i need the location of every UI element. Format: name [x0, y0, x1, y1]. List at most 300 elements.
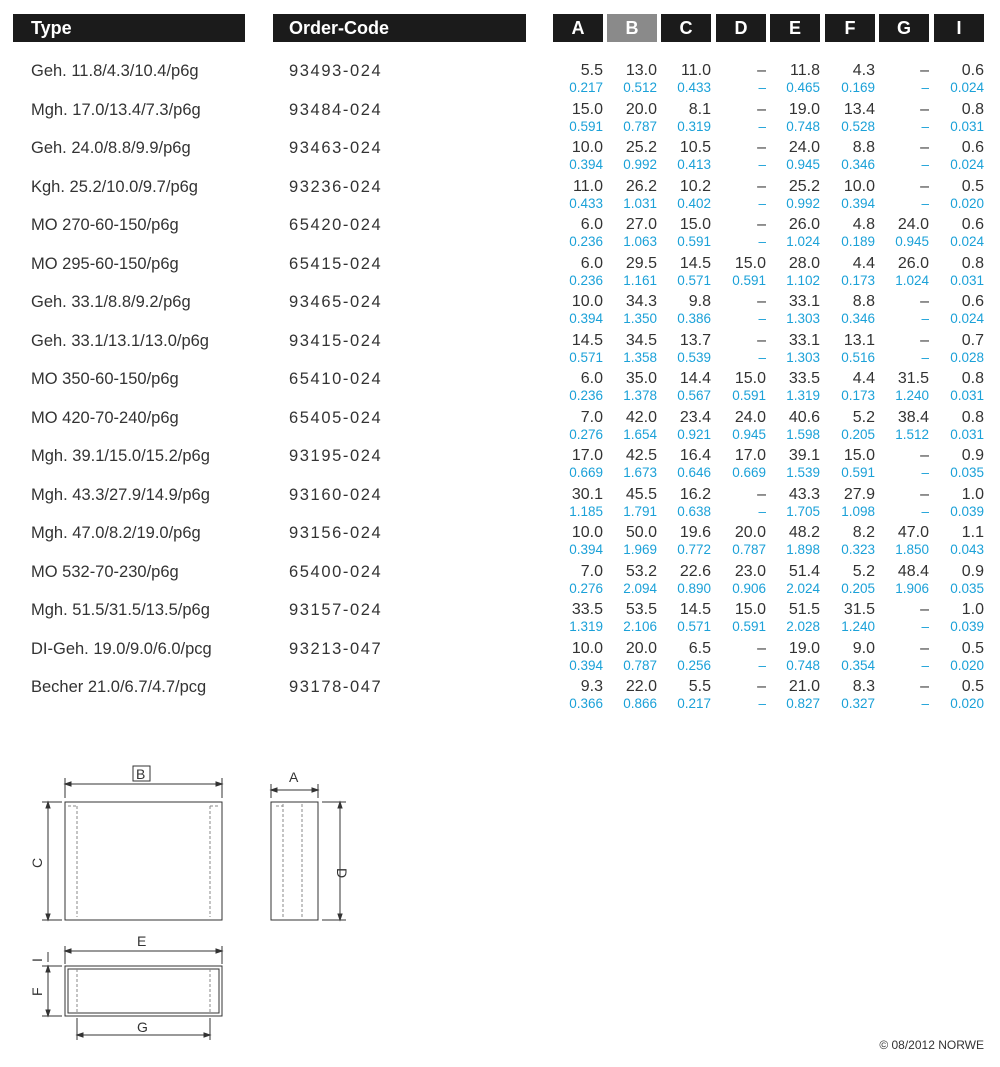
value-mm: 35.0	[625, 370, 657, 387]
dim-cell-b	[607, 563, 657, 597]
dim-cell-a	[553, 678, 603, 712]
dim-cell-i	[934, 178, 984, 212]
dim-cell-b	[607, 216, 657, 250]
value-mm: –	[757, 216, 766, 233]
dim-cell-a	[553, 370, 603, 404]
dim-cell-e	[770, 563, 820, 597]
value-mm: 14.5	[679, 254, 711, 272]
header-col-i: I	[934, 14, 984, 42]
value-mm: 1.0	[961, 601, 984, 618]
value-inch: 0.394	[569, 657, 603, 673]
dim-cell-c	[661, 216, 711, 250]
dim-cell-b	[607, 640, 657, 674]
dim-cell-i	[934, 640, 984, 674]
dim-cell-i	[934, 486, 984, 520]
value-mm: –	[757, 139, 766, 156]
dim-cell-g	[879, 409, 929, 443]
dim-cell-g	[879, 101, 929, 135]
dim-cell-a	[553, 139, 603, 173]
type-cell: Mgh. 51.5/31.5/13.5/p6g	[31, 601, 210, 619]
value-mm: 27.0	[625, 216, 657, 233]
value-mm: 31.5	[843, 601, 875, 618]
value-inch: 0.276	[569, 426, 603, 442]
table-row	[0, 330, 1000, 368]
table-row	[0, 522, 1000, 560]
dim-cell-f	[825, 139, 875, 173]
value-mm: 29.5	[625, 254, 657, 272]
value-mm: 15.0	[734, 370, 766, 387]
order-code-cell: 65400-024	[289, 562, 383, 581]
value-inch: 0.173	[841, 272, 875, 288]
header-col-g: G	[879, 14, 929, 42]
order-code-cell: 93213-047	[289, 639, 383, 658]
value-mm: 8.2	[852, 524, 875, 541]
value-inch: 0.323	[841, 542, 875, 557]
dim-cell-f	[825, 370, 875, 404]
dim-cell-g	[879, 678, 929, 712]
value-mm: 23.0	[734, 562, 766, 580]
value-inch: 0.921	[677, 426, 711, 442]
value-inch: 0.346	[841, 311, 875, 326]
table-row	[0, 253, 1000, 291]
value-inch: 1.319	[786, 388, 820, 403]
dim-cell-b	[607, 178, 657, 212]
dim-cell-f	[825, 447, 875, 481]
value-mm: 27.9	[843, 485, 875, 503]
dim-cell-e	[770, 293, 820, 327]
dim-cell-f	[825, 678, 875, 712]
value-inch: 0.772	[677, 542, 711, 557]
value-inch: 0.591	[732, 388, 766, 403]
type-cell: Becher 21.0/6.7/4.7/pcg	[31, 678, 207, 696]
dim-cell-c	[661, 447, 711, 481]
dim-cell-a	[553, 601, 603, 635]
side-view	[271, 784, 346, 920]
value-inch: –	[758, 195, 766, 211]
dim-cell-f	[825, 486, 875, 520]
value-inch: 0.217	[569, 80, 603, 95]
value-mm: 11.0	[681, 62, 711, 79]
dim-cell-d	[716, 563, 766, 597]
value-mm: –	[757, 331, 766, 349]
value-inch: 0.169	[841, 80, 875, 95]
value-mm: –	[757, 293, 766, 310]
dim-cell-f	[825, 101, 875, 135]
value-mm: 6.0	[580, 254, 603, 272]
value-inch: 0.039	[950, 503, 984, 519]
value-mm: 24.0	[897, 216, 929, 233]
value-inch: 0.787	[623, 118, 657, 134]
value-mm: 10.0	[571, 139, 603, 156]
value-mm: –	[920, 485, 929, 503]
dim-cell-a	[553, 640, 603, 674]
value-inch: 0.236	[569, 272, 603, 288]
value-inch: 1.031	[623, 195, 657, 211]
value-mm: 10.5	[679, 139, 711, 156]
dim-cell-g	[879, 293, 929, 327]
type-cell: Geh. 33.1/8.8/9.2/p6g	[31, 293, 191, 311]
type-cell: Mgh. 43.3/27.9/14.9/p6g	[31, 485, 210, 504]
dim-cell-e	[770, 62, 820, 96]
dim-cell-g	[879, 178, 929, 212]
dim-cell-b	[607, 601, 657, 635]
dim-cell-f	[825, 255, 875, 289]
value-inch: 0.024	[950, 234, 984, 249]
value-inch: –	[921, 696, 929, 711]
value-inch: –	[921, 118, 929, 134]
dim-cell-d	[716, 139, 766, 173]
value-mm: 13.0	[625, 62, 657, 79]
table-row	[0, 561, 1000, 599]
value-inch: 0.394	[569, 542, 603, 557]
order-code-cell: 93195-024	[289, 447, 383, 465]
dim-cell-c	[661, 101, 711, 135]
label-g: G	[137, 1019, 148, 1035]
value-inch: 0.031	[950, 426, 984, 442]
value-inch: 0.173	[841, 388, 875, 403]
dim-cell-c	[661, 486, 711, 520]
dim-cell-e	[770, 640, 820, 674]
label-c: C	[29, 857, 45, 868]
value-mm: 33.1	[788, 331, 820, 349]
value-inch: 0.394	[569, 157, 603, 172]
order-code-cell: 93415-024	[289, 331, 383, 350]
dim-cell-f	[825, 293, 875, 327]
dim-cell-g	[879, 524, 929, 558]
value-mm: –	[920, 447, 929, 464]
value-inch: 0.433	[569, 195, 603, 211]
value-mm: 0.8	[961, 254, 984, 272]
dim-cell-f	[825, 563, 875, 597]
value-inch: –	[758, 503, 766, 519]
order-code-cell: 65420-024	[289, 216, 383, 234]
type-cell: Geh. 24.0/8.8/9.9/p6g	[31, 139, 191, 157]
value-mm: 50.0	[625, 524, 657, 541]
value-inch: 0.020	[950, 696, 984, 711]
type-cell: Kgh. 25.2/10.0/9.7/p6g	[31, 177, 198, 196]
dim-cell-e	[770, 678, 820, 712]
dim-cell-e	[770, 178, 820, 212]
value-mm: 31.5	[897, 370, 929, 387]
dim-cell-e	[770, 139, 820, 173]
value-inch: 0.236	[569, 234, 603, 249]
order-code-cell: 93236-024	[289, 177, 383, 196]
value-mm: 30.1	[571, 485, 603, 503]
value-inch: –	[758, 234, 766, 249]
dim-cell-i	[934, 370, 984, 404]
dim-cell-i	[934, 255, 984, 289]
value-inch: –	[758, 118, 766, 134]
value-mm: 10.0	[843, 177, 875, 195]
dim-cell-a	[553, 563, 603, 597]
dim-cell-c	[661, 62, 711, 96]
table-row	[0, 368, 1000, 406]
value-inch: 0.035	[950, 580, 984, 596]
value-inch: 0.591	[569, 118, 603, 134]
value-mm: 0.6	[961, 293, 984, 310]
type-cell: Mgh. 17.0/13.4/7.3/p6g	[31, 100, 201, 119]
value-inch: 0.020	[950, 657, 984, 673]
value-inch: 1.378	[623, 388, 657, 403]
value-inch: 1.791	[623, 503, 657, 519]
table-row	[0, 137, 1000, 175]
value-mm: 8.3	[852, 678, 875, 695]
table-row	[0, 176, 1000, 214]
value-mm: 10.2	[679, 177, 711, 195]
dim-cell-a	[553, 409, 603, 443]
table-row	[0, 676, 1000, 714]
dim-cell-a	[553, 62, 603, 96]
value-inch: 0.787	[623, 657, 657, 673]
value-mm: 20.0	[734, 524, 766, 541]
value-inch: 0.413	[677, 157, 711, 172]
value-inch: 1.539	[786, 465, 820, 480]
order-code-cell: 93463-024	[289, 139, 383, 157]
value-inch: 0.386	[677, 311, 711, 326]
value-mm: 25.2	[788, 177, 820, 195]
table-row	[0, 60, 1000, 98]
label-f: F	[29, 987, 45, 996]
value-mm: 15.0	[679, 216, 711, 233]
value-inch: 0.646	[677, 465, 711, 480]
value-inch: 1.024	[895, 272, 929, 288]
value-inch: 0.346	[841, 157, 875, 172]
dim-cell-b	[607, 139, 657, 173]
value-mm: 4.3	[852, 62, 875, 79]
copyright-notice: © 08/2012 NORWE	[879, 1038, 984, 1052]
value-mm: 42.5	[625, 447, 657, 464]
dim-cell-e	[770, 370, 820, 404]
value-inch: 0.031	[950, 272, 984, 288]
value-inch: 1.358	[623, 349, 657, 365]
table-row	[0, 638, 1000, 676]
value-mm: 15.0	[571, 100, 603, 118]
value-inch: 1.654	[623, 426, 657, 442]
value-inch: 0.020	[950, 195, 984, 211]
dim-cell-c	[661, 370, 711, 404]
type-cell: DI-Geh. 19.0/9.0/6.0/pcg	[31, 639, 212, 658]
value-inch: 2.024	[786, 580, 820, 596]
value-inch: 0.992	[786, 195, 820, 211]
dim-cell-g	[879, 139, 929, 173]
value-inch: –	[921, 195, 929, 211]
header-col-a: A	[553, 14, 603, 42]
dim-cell-i	[934, 524, 984, 558]
dim-cell-g	[879, 563, 929, 597]
value-mm: 33.1	[788, 293, 820, 310]
value-mm: 9.8	[688, 293, 711, 310]
value-mm: 48.2	[788, 524, 820, 541]
value-inch: 0.669	[732, 465, 766, 480]
value-mm: 25.2	[625, 139, 657, 156]
value-mm: 0.8	[961, 408, 984, 426]
label-i: I	[29, 958, 45, 962]
header-col-b: B	[607, 14, 657, 42]
dim-cell-d	[716, 101, 766, 135]
value-mm: 24.0	[734, 408, 766, 426]
value-inch: 1.098	[841, 503, 875, 519]
value-mm: 5.5	[688, 678, 711, 695]
value-mm: 22.0	[625, 678, 657, 695]
value-inch: 1.512	[895, 426, 929, 442]
table-row	[0, 445, 1000, 483]
value-mm: 51.5	[788, 601, 820, 618]
type-cell: MO 295-60-150/p6g	[31, 254, 179, 273]
value-mm: 1.1	[961, 524, 984, 541]
value-inch: 0.189	[841, 234, 875, 249]
value-mm: 15.0	[843, 447, 875, 464]
value-mm: 13.4	[843, 100, 875, 118]
value-inch: 1.969	[623, 542, 657, 557]
value-inch: 0.945	[786, 157, 820, 172]
value-inch: 0.024	[950, 311, 984, 326]
dim-cell-g	[879, 255, 929, 289]
dim-cell-g	[879, 62, 929, 96]
dim-cell-g	[879, 640, 929, 674]
type-cell: MO 270-60-150/p6g	[31, 216, 179, 234]
value-mm: 34.3	[625, 293, 657, 310]
value-mm: –	[920, 331, 929, 349]
dim-cell-d	[716, 640, 766, 674]
value-mm: 48.4	[897, 562, 929, 580]
dim-cell-f	[825, 524, 875, 558]
value-mm: 47.0	[897, 524, 929, 541]
dim-cell-i	[934, 332, 984, 366]
value-mm: 43.3	[788, 485, 820, 503]
value-inch: 0.402	[677, 195, 711, 211]
value-inch: 1.185	[569, 503, 603, 519]
value-mm: 39.1	[788, 447, 820, 464]
value-inch: 0.571	[677, 272, 711, 288]
value-inch: –	[758, 157, 766, 172]
value-mm: 14.5	[571, 331, 603, 349]
header-col-f: F	[825, 14, 875, 42]
value-inch: –	[921, 157, 929, 172]
dim-cell-i	[934, 216, 984, 250]
value-inch: –	[758, 311, 766, 326]
value-mm: 6.5	[688, 639, 711, 657]
value-mm: 6.0	[580, 370, 603, 387]
value-inch: –	[921, 465, 929, 480]
dim-cell-i	[934, 447, 984, 481]
value-inch: 0.319	[677, 118, 711, 134]
value-mm: 13.1	[843, 331, 875, 349]
header-order-code: Order-Code	[273, 14, 526, 42]
order-code-cell: 93484-024	[289, 100, 383, 119]
value-inch: –	[921, 619, 929, 634]
value-mm: 10.0	[571, 524, 603, 541]
value-inch: 0.890	[677, 580, 711, 596]
value-mm: 7.0	[580, 562, 603, 580]
type-cell: Geh. 33.1/13.1/13.0/p6g	[31, 331, 209, 350]
value-inch: 0.465	[786, 80, 820, 95]
value-inch: –	[921, 657, 929, 673]
label-b: B	[136, 766, 146, 782]
dim-cell-c	[661, 678, 711, 712]
value-mm: 15.0	[734, 254, 766, 272]
value-mm: 53.2	[625, 562, 657, 580]
table-row	[0, 99, 1000, 137]
value-mm: 0.9	[961, 447, 984, 464]
dim-cell-b	[607, 62, 657, 96]
dim-cell-b	[607, 409, 657, 443]
value-inch: 1.240	[841, 619, 875, 634]
header-col-e: E	[770, 14, 820, 42]
value-mm: 4.4	[852, 370, 875, 387]
value-inch: 0.327	[841, 696, 875, 711]
label-d: D	[334, 868, 350, 879]
dim-cell-d	[716, 447, 766, 481]
value-mm: –	[920, 139, 929, 156]
value-mm: –	[920, 639, 929, 657]
value-inch: 0.031	[950, 118, 984, 134]
value-inch: 1.063	[623, 234, 657, 249]
dim-cell-d	[716, 524, 766, 558]
bottom-view	[42, 946, 222, 1040]
value-mm: 17.0	[734, 447, 766, 464]
dim-cell-d	[716, 678, 766, 712]
value-inch: 1.898	[786, 542, 820, 557]
value-inch: 0.031	[950, 388, 984, 403]
value-inch: 0.512	[623, 80, 657, 95]
value-inch: 0.354	[841, 657, 875, 673]
value-inch: 0.528	[841, 118, 875, 134]
dim-cell-i	[934, 563, 984, 597]
dim-cell-c	[661, 524, 711, 558]
order-code-cell: 93156-024	[289, 524, 383, 542]
dim-cell-g	[879, 601, 929, 635]
dim-cell-d	[716, 216, 766, 250]
value-mm: 22.6	[679, 562, 711, 580]
value-mm: 11.8	[790, 62, 820, 79]
dim-cell-b	[607, 524, 657, 558]
value-inch: 0.028	[950, 349, 984, 365]
value-mm: –	[757, 639, 766, 657]
dim-cell-d	[716, 293, 766, 327]
value-mm: 10.0	[571, 293, 603, 310]
value-inch: 0.866	[623, 696, 657, 711]
value-mm: 0.5	[961, 177, 984, 195]
value-mm: 38.4	[897, 408, 929, 426]
dim-cell-b	[607, 101, 657, 135]
value-mm: 0.6	[961, 139, 984, 156]
value-inch: –	[758, 80, 766, 95]
dim-cell-a	[553, 447, 603, 481]
value-mm: 34.5	[625, 331, 657, 349]
dim-cell-a	[553, 293, 603, 327]
value-inch: 0.591	[732, 272, 766, 288]
dim-cell-d	[716, 409, 766, 443]
dim-cell-e	[770, 216, 820, 250]
dim-cell-i	[934, 678, 984, 712]
value-inch: 0.539	[677, 349, 711, 365]
value-inch: 1.850	[895, 542, 929, 557]
front-view	[42, 766, 222, 920]
value-inch: 0.394	[841, 195, 875, 211]
value-mm: 0.6	[961, 216, 984, 233]
dim-cell-e	[770, 447, 820, 481]
dim-cell-g	[879, 216, 929, 250]
order-code-cell: 65415-024	[289, 254, 383, 273]
dim-cell-d	[716, 332, 766, 366]
value-inch: 1.303	[786, 349, 820, 365]
dim-cell-f	[825, 409, 875, 443]
value-inch: 0.571	[677, 619, 711, 634]
order-code-cell: 93178-047	[289, 678, 383, 696]
type-cell: MO 350-60-150/p6g	[31, 370, 179, 388]
value-mm: 33.5	[788, 370, 820, 387]
value-mm: 5.2	[852, 408, 875, 426]
